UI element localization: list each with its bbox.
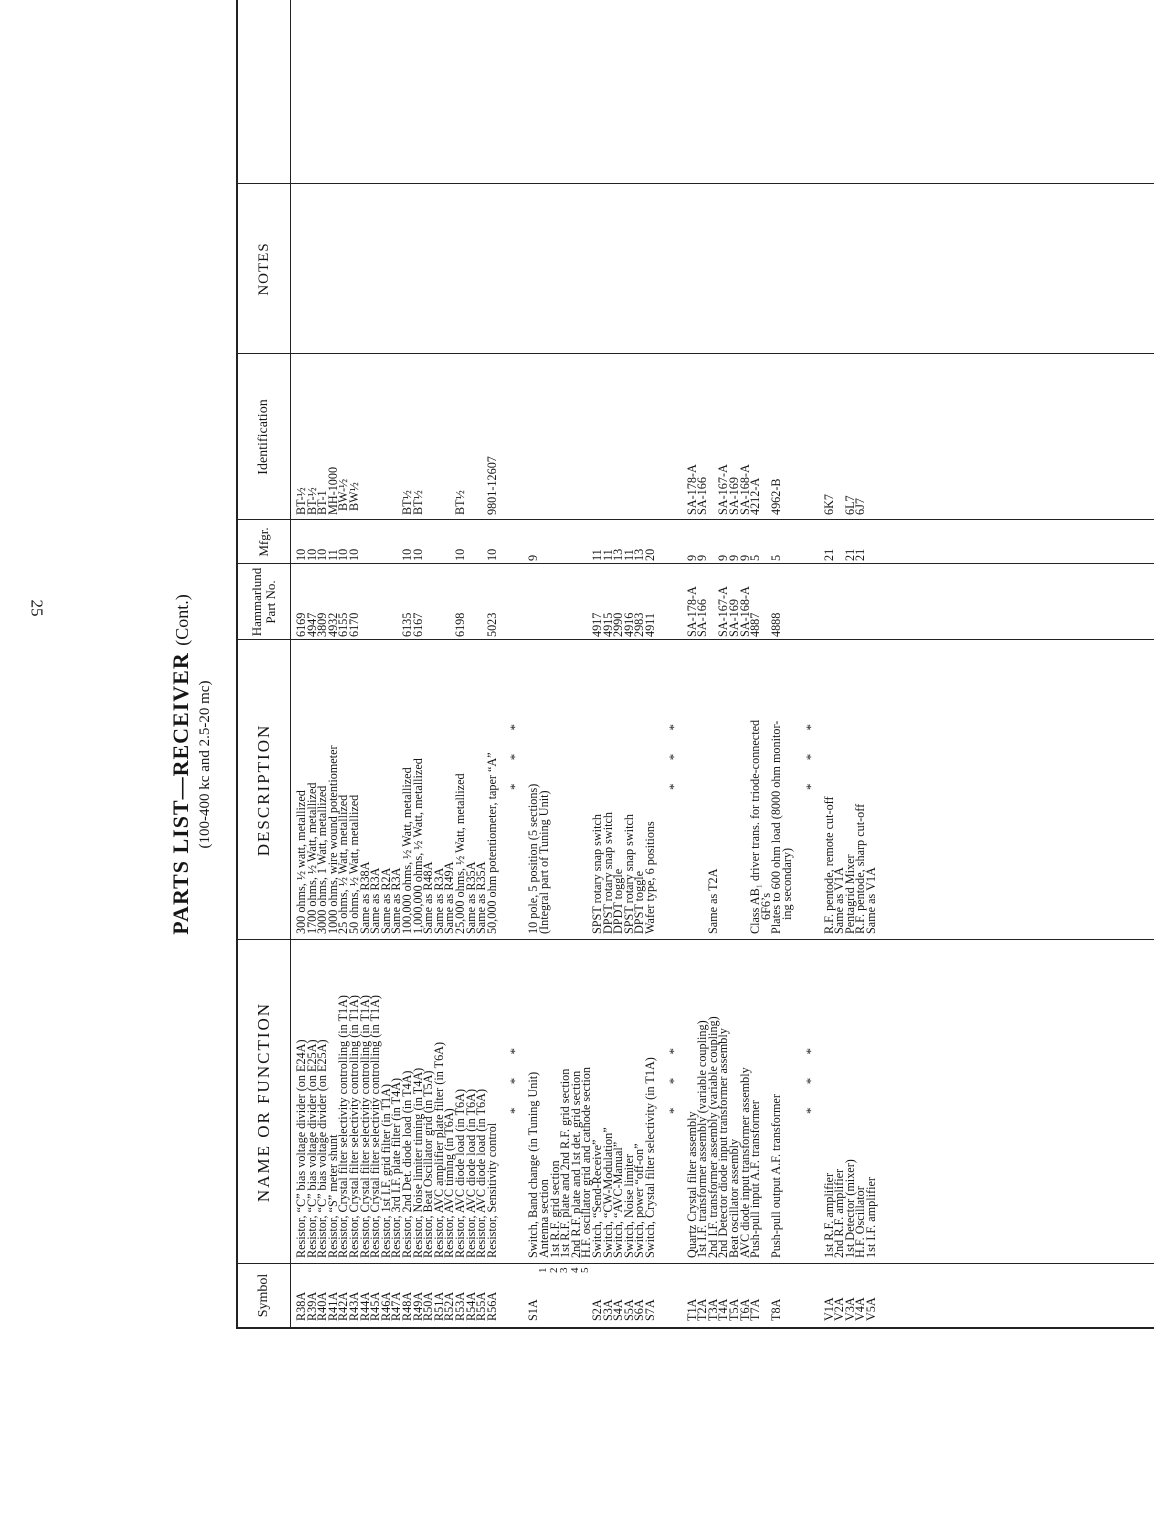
cell-symbol: T7A xyxy=(748,1298,763,1321)
cell-ident: SA-166 xyxy=(695,477,710,515)
cell-description: Same as R49A xyxy=(442,861,457,934)
cell-symbol: S7A xyxy=(643,1299,657,1321)
cell-description: 10 pole, 5 position (5 sections) xyxy=(526,783,541,934)
cell-name: Resistor, AVC diode load (in T6A) xyxy=(463,1088,478,1258)
cell-ident: SA-178-A xyxy=(684,464,699,515)
cell-symbol: R50A xyxy=(421,1291,436,1321)
cell-symbol: V1A xyxy=(821,1297,836,1321)
cell-name: Switch, Noise limiter xyxy=(621,1154,636,1258)
cell-description: 100,000 ohms, ½ Watt, metallized xyxy=(400,767,414,934)
cell-mfgr: 10 xyxy=(304,548,319,561)
cell-symbol: T4A xyxy=(716,1298,731,1321)
cell-name: Resistor, AVC diode load (in T6A) xyxy=(453,1088,467,1258)
cell-description: Wafer type, 6 positions xyxy=(643,821,657,934)
cell-description: R.F. pentode, remote cut-off xyxy=(821,796,836,934)
col-divider xyxy=(238,1263,1154,1264)
col-divider xyxy=(238,353,1154,354)
header-identification: Identification xyxy=(256,399,271,475)
cell-part-no: 4915 xyxy=(600,612,615,637)
cell-ident: BW-½ xyxy=(336,478,351,511)
cell-description: Same as T2A xyxy=(705,868,720,934)
cell-symbol: R39A xyxy=(304,1291,319,1321)
cell-part-no: SA-167-A xyxy=(716,586,731,637)
cell-symbol: R40A xyxy=(315,1291,330,1321)
page-title xyxy=(168,0,194,1529)
cell-mfgr: 9 xyxy=(716,554,731,561)
cell-symbol: R38A xyxy=(294,1291,308,1321)
cell-mfgr: 11 xyxy=(325,549,340,561)
cell-part-no: 4888 xyxy=(769,612,784,637)
parts-table xyxy=(236,0,1154,1329)
header-rule xyxy=(290,0,291,1327)
section-number: 4 xyxy=(568,1267,581,1273)
cell-symbol: R54A xyxy=(463,1291,478,1321)
cell-symbol: S6A xyxy=(632,1299,647,1321)
cell-name: Antenna section xyxy=(537,1179,551,1258)
cell-description: 25,000 ohms, ½ Watt, metallized xyxy=(453,773,467,934)
page-subtitle: (100-400 kc and 2.5-20 mc) xyxy=(197,680,213,849)
section-number: 5 xyxy=(579,1267,592,1273)
cell-symbol: R51A xyxy=(431,1291,446,1321)
cell-name: Switch, Band change (in Tuning Unit) xyxy=(526,1071,541,1258)
cell-mfgr: 10 xyxy=(336,548,351,561)
cell-part-no: 6135 xyxy=(400,612,414,637)
cell-description: 50,000 ohm potentiometer, taper “A” xyxy=(484,752,499,934)
cell-description: Same as V1A xyxy=(864,867,878,934)
cell-mfgr: 10 xyxy=(315,548,330,561)
cell-part-no: SA-178-A xyxy=(684,586,699,637)
cell-mfgr: 9 xyxy=(737,554,752,561)
cell-part-no: 4947 xyxy=(304,612,319,637)
cell-symbol: S1A xyxy=(526,1299,541,1321)
cell-ident: 6K7 xyxy=(821,494,836,515)
cell-symbol: T2A xyxy=(695,1298,710,1321)
cell-symbol: R44A xyxy=(357,1291,372,1321)
cell-description: 25 ohms, ½ Watt, metallized xyxy=(336,794,351,934)
cell-symbol: R41A xyxy=(325,1291,340,1321)
header-mfgr: Mfgr. xyxy=(256,527,271,557)
cell-mfgr: 10 xyxy=(410,548,425,561)
cell-name: 1st I.F. amplifier xyxy=(864,1177,878,1258)
cell-symbol: R55A xyxy=(474,1291,489,1321)
cell-name: Resistor, Crystal filter selectivity controlling (in T1A) xyxy=(336,995,351,1258)
cell-description: 300 ohms, ½ watt, metallized xyxy=(294,790,308,934)
col-divider xyxy=(238,563,1154,564)
cell-description: ing secondary) xyxy=(780,847,794,920)
cell-name: Resistor, AVC diode load (in T6A) xyxy=(474,1088,489,1258)
page-number: 25 xyxy=(27,599,47,617)
cell-name: Beat oscillator assembly xyxy=(727,1138,741,1258)
cell-description: DPST rotary snap switch xyxy=(600,812,615,934)
cell-name: Resistor, 2nd Det. diode load (in T4A) xyxy=(400,1070,414,1258)
cell-description: Class AB₁ driver trans. for triode-connected xyxy=(748,719,763,934)
cell-part-no: SA-169 xyxy=(727,599,741,637)
cell-mfgr: 21 xyxy=(821,548,836,561)
cell-description: R.F. pentode, sharp cut-off xyxy=(853,803,868,934)
cell-mfgr: 9 xyxy=(684,554,699,561)
cell-part-no: 4887 xyxy=(748,612,763,637)
cell-part-no: 6198 xyxy=(453,612,467,637)
cell-symbol: T5A xyxy=(727,1298,741,1321)
cell-name: Resistor, AVC timing (in T6A) xyxy=(442,1108,457,1258)
cell-ident: BW½ xyxy=(347,482,361,511)
cell-name: 2nd Detector diode input transformer assembly xyxy=(716,1028,731,1258)
cell-description: Same as R3A xyxy=(431,867,446,934)
col-divider xyxy=(238,519,1154,520)
cell-symbol: T6A xyxy=(737,1298,752,1321)
cell-symbol: V4A xyxy=(853,1297,868,1321)
cell-name: Resistor, Crystal filter selectivity controlling (in T1A) xyxy=(347,995,361,1258)
cell-part-no: 6169 xyxy=(294,612,308,637)
cell-part-no: SA-168-A xyxy=(737,586,752,637)
cell-description: Same as R2A xyxy=(378,867,393,934)
cell-mfgr: 10 xyxy=(347,548,361,561)
cell-ident: BT-½ xyxy=(304,487,319,515)
separator-stars: * * * xyxy=(665,714,681,790)
cell-name: Switch, power “off-on” xyxy=(632,1143,647,1258)
cell-name: Push-pull output A.F. transformer xyxy=(769,1094,784,1258)
cell-mfgr: 21 xyxy=(853,548,868,561)
cell-ident: 4212-A xyxy=(748,477,763,515)
section-number: 1 xyxy=(537,1267,549,1273)
col-divider xyxy=(238,939,1154,940)
cell-description: Same as R35A xyxy=(463,861,478,934)
separator-stars: * * * xyxy=(802,1038,818,1114)
cell-mfgr: 9 xyxy=(727,554,741,561)
cell-name: 1st R.F. grid section xyxy=(547,1160,562,1258)
cell-name: Push-pull input A.F. transformer xyxy=(748,1100,763,1258)
cell-name: Resistor, 1st I.F. grid filter (in T1A) xyxy=(378,1084,393,1258)
cell-mfgr: 10 xyxy=(453,548,467,561)
cell-symbol: R47A xyxy=(389,1291,404,1321)
cell-mfgr: 13 xyxy=(632,548,647,561)
cell-name: 1st R.F. plate and 2nd R.F. grid section xyxy=(558,1068,573,1258)
header-name: NAME OR FUNCTION xyxy=(254,1001,273,1203)
cell-name: Resistor, Beat Oscillator grid (in T5A) xyxy=(421,1070,436,1258)
cell-description: Same as R35A xyxy=(474,861,489,934)
cell-mfgr: 21 xyxy=(842,548,857,561)
cell-description: 1,000,000 ohms, ½ Watt, metallized xyxy=(410,758,425,934)
cell-part-no: 2990 xyxy=(611,612,626,637)
cell-symbol: S5A xyxy=(621,1299,636,1321)
cell-description: Same as R38A xyxy=(357,861,372,934)
cell-symbol: T1A xyxy=(684,1298,699,1321)
cell-ident: BT-1 xyxy=(315,490,330,515)
cell-description: DPDT toggle xyxy=(611,868,626,934)
title-text: PARTS LIST—RECEIVER xyxy=(168,652,193,935)
cell-description: Same as R3A xyxy=(368,867,383,934)
cell-name: Resistor, 3rd I.F. plate filter (in T4A) xyxy=(389,1077,404,1258)
cell-symbol: R53A xyxy=(453,1291,467,1321)
cell-name: Resistor, Sensitivity control xyxy=(484,1122,499,1258)
cell-description: 6F6’s xyxy=(758,892,773,920)
cell-ident: MH-1000 xyxy=(325,466,340,515)
cell-name: 2nd R.F. amplifier xyxy=(832,1168,847,1258)
col-divider xyxy=(238,639,1154,640)
cell-name: Resistor, Crystal filter selectivity controlling (in T1A) xyxy=(368,995,383,1258)
cell-part-no: 4916 xyxy=(621,612,636,637)
cell-ident: 6L7 xyxy=(842,495,857,515)
cell-name: Resistor, AVC amplifier plate filter (in T6A) xyxy=(431,1041,446,1258)
cell-description: Same as V1A xyxy=(832,867,847,934)
separator-stars: * * * xyxy=(507,714,523,790)
header-description: DESCRIPTION xyxy=(254,723,273,857)
cell-name: Quartz Crystal filter assembly xyxy=(684,1111,699,1258)
header-part-no-line1: Hammarlund xyxy=(249,567,264,637)
cell-symbol: S4A xyxy=(611,1299,626,1321)
section-number: 2 xyxy=(547,1267,560,1273)
cell-description: (Integral part of Tuning Unit) xyxy=(537,790,551,934)
cell-name: Switch, Crystal filter selectivity (in T1A) xyxy=(643,1057,657,1258)
cell-name: Switch, “CW-Modulation” xyxy=(600,1127,615,1258)
cell-part-no: SA-166 xyxy=(695,599,710,637)
cell-symbol: R46A xyxy=(378,1291,393,1321)
cell-ident: SA-167-A xyxy=(716,464,731,515)
cell-ident: SA-168-A xyxy=(737,464,752,515)
cell-description: 3000 ohms, 1 Watt, metallized xyxy=(315,785,330,934)
header-part-no xyxy=(238,564,290,640)
cell-part-no: 3809 xyxy=(315,612,330,637)
separator-stars: * * * xyxy=(802,714,818,790)
cell-part-no: 6167 xyxy=(410,612,425,637)
cell-mfgr: 10 xyxy=(400,548,414,561)
cell-mfgr: 10 xyxy=(294,548,308,561)
cell-symbol: S3A xyxy=(600,1299,615,1321)
cell-symbol: V3A xyxy=(842,1297,857,1321)
cell-description: Plates to 600 ohm load (8000 ohm monitor- xyxy=(769,720,784,934)
cell-name: Resistor, Noise limiter timing (in T4A) xyxy=(410,1067,425,1258)
cell-name: H.F. Oscillator xyxy=(853,1186,868,1258)
cell-symbol: R56A xyxy=(484,1291,499,1321)
cell-mfgr: 5 xyxy=(748,554,763,561)
cell-mfgr: 9 xyxy=(695,554,710,561)
separator-stars: * * * xyxy=(665,1038,681,1114)
cell-ident: 9801-12607 xyxy=(484,456,499,515)
cell-name: AVC diode input transformer assembly xyxy=(737,1067,752,1258)
cell-part-no: 6170 xyxy=(347,612,361,637)
section-number: 3 xyxy=(558,1267,571,1273)
cell-name: H.F. oscillator grid and cathode section xyxy=(579,1067,594,1258)
cell-ident: SA-169 xyxy=(727,477,741,515)
cell-symbol: R42A xyxy=(336,1291,351,1321)
cell-description: Same as R3A xyxy=(389,867,404,934)
cell-symbol: T8A xyxy=(769,1298,784,1321)
cell-ident: 6J7 xyxy=(853,498,868,515)
cell-ident: 4962-B xyxy=(769,478,784,515)
cell-part-no: 5023 xyxy=(484,612,499,637)
cell-symbol: S2A xyxy=(590,1299,604,1321)
cell-name: Switch, “Send-Receive” xyxy=(590,1139,604,1258)
cell-symbol: V2A xyxy=(832,1297,847,1321)
cell-description: 50 ohms, ½ Watt, metallized xyxy=(347,794,361,934)
cell-name: Resistor, “C” bias voltage divider (on E24A) xyxy=(294,1039,308,1258)
cell-name: Resistor, “C” bias voltage divider (on E25A) xyxy=(315,1039,330,1258)
cell-symbol: R43A xyxy=(347,1291,361,1321)
cell-name: 2nd R.F. plate and 1st det. grid section xyxy=(568,1070,583,1258)
col-divider xyxy=(238,183,1154,184)
title-suffix: (Cont.) xyxy=(172,594,192,646)
cell-ident: BT½ xyxy=(410,490,425,515)
cell-symbol: R52A xyxy=(442,1291,457,1321)
cell-symbol: R49A xyxy=(410,1291,425,1321)
cell-name: Switch, “AVC-Manual” xyxy=(611,1141,626,1258)
cell-mfgr: 11 xyxy=(590,549,604,561)
cell-description: Same as R48A xyxy=(421,861,436,934)
cell-part-no: 4911 xyxy=(643,613,657,637)
cell-mfgr: 9 xyxy=(526,554,541,561)
cell-symbol: R45A xyxy=(368,1291,383,1321)
cell-symbol: V5A xyxy=(864,1297,878,1321)
cell-description: SPST rotary snap switch xyxy=(621,814,636,934)
cell-description: 1000 ohms, wire wound potentiometer xyxy=(325,745,340,934)
cell-part-no: 2983 xyxy=(632,612,647,637)
cell-mfgr: 11 xyxy=(621,549,636,561)
header-symbol: Symbol xyxy=(256,1273,271,1318)
cell-mfgr: 11 xyxy=(600,549,615,561)
cell-part-no: 4932 xyxy=(325,612,340,637)
cell-mfgr: 13 xyxy=(611,548,626,561)
cell-name: Resistor, “C” bias voltage divider (on E25A) xyxy=(304,1039,319,1258)
cell-description: DPST toggle xyxy=(632,870,647,934)
cell-description: SPST rotary snap switch xyxy=(590,814,604,934)
cell-description: 1700 ohms, ½ Watt, metallized xyxy=(304,782,319,934)
header-part-no-line2: Part No. xyxy=(263,580,278,624)
cell-name: Resistor, Crystal filter selectivity controlling (in T1A) xyxy=(357,995,372,1258)
cell-part-no: 4917 xyxy=(590,612,604,637)
cell-part-no: 6155 xyxy=(336,612,351,637)
cell-symbol: T3A xyxy=(705,1298,720,1321)
cell-ident: BT½ xyxy=(453,490,467,515)
cell-mfgr: 5 xyxy=(769,554,784,561)
cell-symbol: R48A xyxy=(400,1291,414,1321)
cell-mfgr: 10 xyxy=(484,548,499,561)
cell-description: Pentagrid Mixer xyxy=(842,854,857,934)
header-notes: NOTES xyxy=(255,242,272,296)
cell-ident: BT½ xyxy=(400,490,414,515)
cell-mfgr: 20 xyxy=(643,548,657,561)
cell-name: 1st Detector (mixer) xyxy=(842,1159,857,1258)
cell-name: Resistor, “S” meter shunt xyxy=(325,1134,340,1258)
cell-ident: BT-½ xyxy=(294,487,308,515)
cell-name: 2nd I.F. transformer assembly (variable coupling) xyxy=(705,1016,720,1258)
separator-stars: * * * xyxy=(507,1038,523,1114)
cell-name: 1st R.F. amplifier xyxy=(821,1172,836,1258)
cell-name: 1st I.F. transformer assembly (variable coupling) xyxy=(695,1020,710,1258)
